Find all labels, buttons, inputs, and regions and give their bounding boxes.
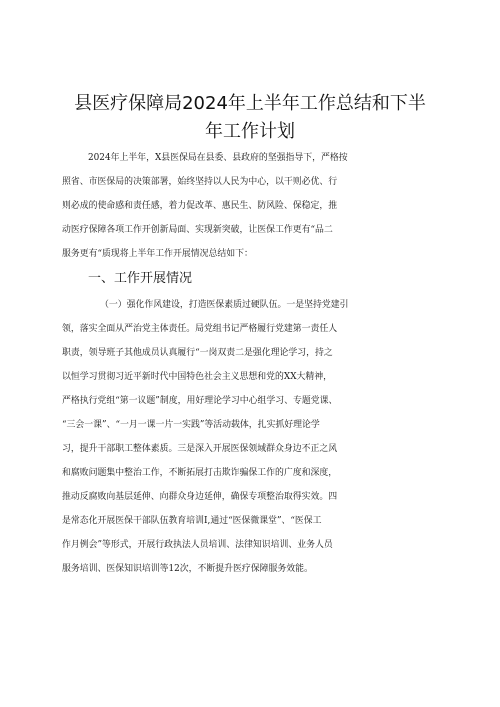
intro-line: 照省、市医保局的决策部署，始终坚持以人民为中心，以干则必优、行 xyxy=(62,177,338,187)
body-line: 以恒学习贯彻习近平新时代中国特色社会主义思想和党的XX大精神， xyxy=(62,372,333,382)
document-title-line-1: 县医疗保障局2024年上半年工作总结和下半 xyxy=(74,93,426,114)
body-line: 严格执行党组“第一议题”制度，用好理论学习中心组学习、专题党课、 xyxy=(62,396,338,406)
body-line: “三会一课”、“一月一课一片一实践”等活动载体，扎实抓好理论学 xyxy=(62,420,320,430)
body-line: 和腐败问题集中整治工作，不断拓展打击欺诈骗保工作的广度和深度， xyxy=(62,468,338,478)
document-title-line-2: 年工作计划 xyxy=(205,121,295,142)
body-line: 推动反腐败向基层延伸、向群众身边延伸，确保专项整治取得实效。四 xyxy=(62,492,338,502)
intro-line: 动医疗保障各项工作开创新局面、实现新突破，让医保工作更有“品二 xyxy=(62,225,333,235)
intro-line: 服务更有“质现将上半年工作开展情况总结如下： xyxy=(62,249,253,259)
body-line: 领，落实全面从严治党主体责任。局党组书记严格履行党建第一责任人 xyxy=(62,324,338,334)
body-line: （一）强化作风建设，打造医保素质过硬队伍。一是坚持党建引 xyxy=(100,300,349,310)
section-heading: 一、工作开展情况 xyxy=(88,271,193,286)
body-line: 职责，领导班子其他成员认真履行“一岗双责二是强化理论学习，持之 xyxy=(62,348,333,358)
intro-line: 2024年上半年，X县医保局在县委、县政府的坚强指导下，严格按 xyxy=(88,153,348,163)
body-line: 是常态化开展医保干部队伍教育培训I,通过“医保微课堂”、“医保工 xyxy=(62,516,322,526)
intro-line: 则必成的使命感和责任感，着力促改革、惠民生、防风险、保稳定，推 xyxy=(62,201,338,211)
body-line: 习，提升干部职工整体素质。三是深入开展医保领域群众身边不正之风 xyxy=(62,444,338,454)
body-line: 服务培训、医保知识培训等12次，不断提升医疗保障服务效能。 xyxy=(62,564,313,574)
body-line: 作月例会”等形式，开展行政执法人员培训、法律知识培训、业务人员 xyxy=(62,540,333,550)
